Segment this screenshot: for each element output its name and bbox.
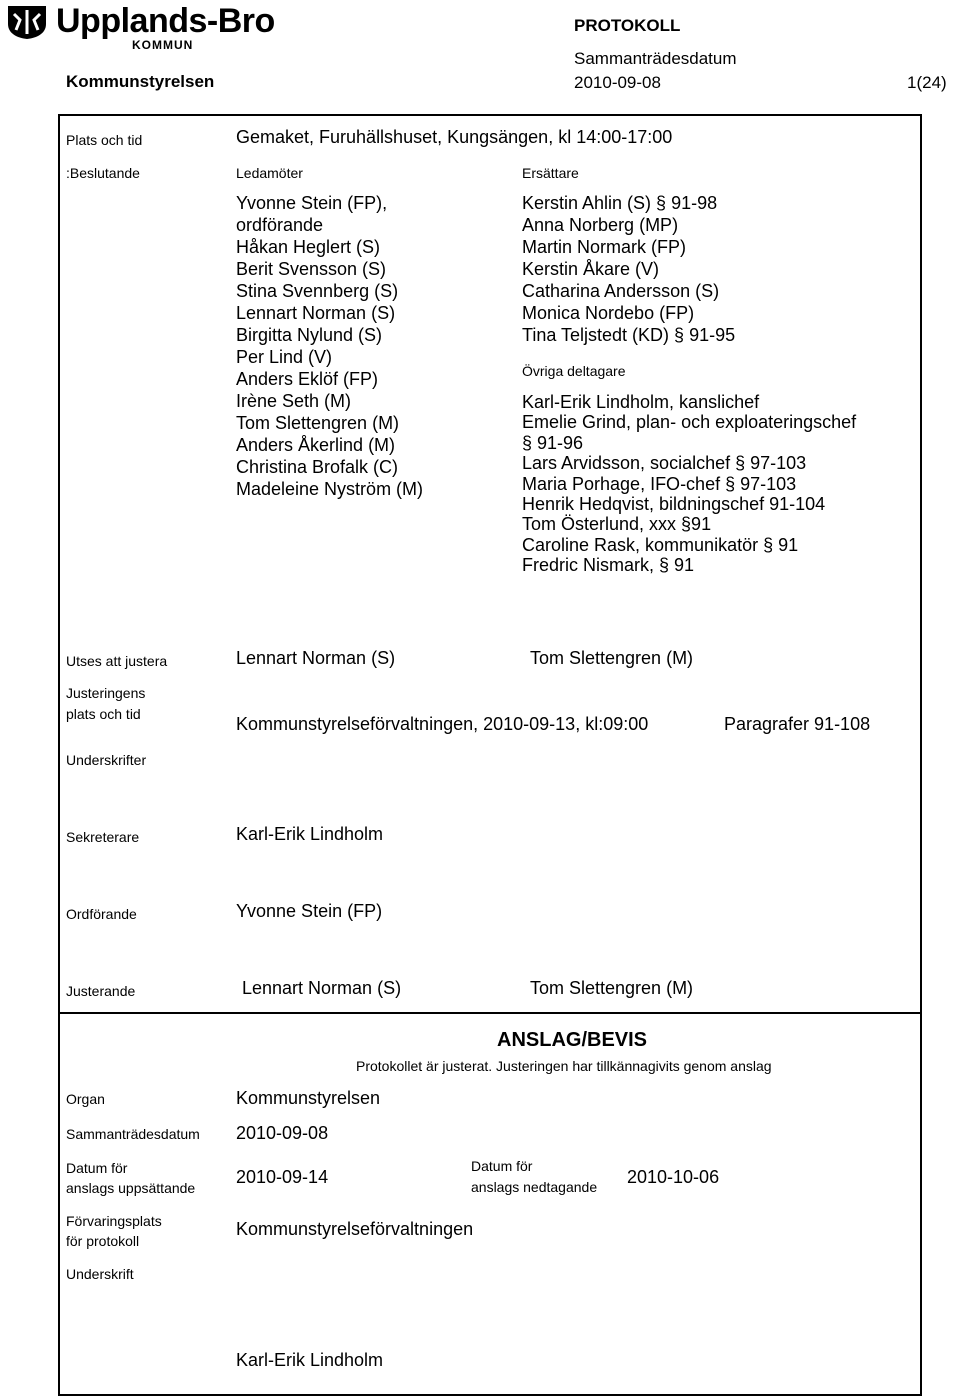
adjust-place-label-2: plats och tid: [66, 706, 141, 722]
list-item: § 91-96: [522, 432, 584, 453]
posted-date: 2010-09-14: [236, 1167, 329, 1187]
list-item: Tina Teljstedt (KD) § 91-95: [522, 325, 736, 345]
logo-subtitle: KOMMUN: [132, 38, 194, 52]
adjuster-name-1: Lennart Norman (S): [236, 648, 396, 668]
substitutes-label: Ersättare: [522, 165, 579, 181]
page-number: 1(24): [907, 73, 947, 92]
adjust-label: Utses att justera: [66, 653, 168, 669]
list-item: Irène Seth (M): [236, 391, 352, 411]
list-item: Anna Norberg (MP): [522, 215, 679, 235]
list-item: Caroline Rask, kommunikatör § 91: [522, 534, 799, 555]
secretary-name: Karl-Erik Lindholm: [236, 824, 384, 844]
header-date: 2010-09-08: [574, 73, 661, 92]
members-label: Ledamöter: [236, 165, 303, 181]
adjuster-signature-1: Lennart Norman (S): [242, 978, 402, 998]
list-item: Håkan Heglert (S): [236, 237, 381, 257]
list-item: Kerstin Åkare (V): [522, 259, 660, 279]
storage-place: Kommunstyrelseförvaltningen: [236, 1219, 474, 1239]
list-item: Per Lind (V): [236, 347, 333, 367]
meeting-date-label: Sammanträdesdatum: [66, 1126, 200, 1142]
signature-name: Karl-Erik Lindholm: [236, 1350, 384, 1370]
organization-name: Kommunstyrelsen: [66, 72, 215, 91]
list-item: Lennart Norman (S): [236, 303, 396, 323]
others-label: Övriga deltagare: [522, 363, 626, 379]
chair-label: Ordförande: [66, 906, 137, 922]
signature-label: Underskrift: [66, 1266, 134, 1282]
list-item: Catharina Andersson (S): [522, 281, 720, 301]
list-item: Monica Nordebo (FP): [522, 303, 695, 323]
list-item: Tom Österlund, xxx §91: [522, 514, 712, 535]
posted-label-1: Datum för: [66, 1160, 128, 1176]
organ-value: Kommunstyrelsen: [236, 1088, 381, 1108]
list-item: Birgitta Nylund (S): [236, 325, 383, 345]
removed-label-1: Datum för: [471, 1158, 533, 1174]
secretary-label: Sekreterare: [66, 829, 140, 845]
document-type: PROTOKOLL: [574, 16, 681, 35]
list-item: Berit Svensson (S): [236, 259, 387, 279]
members-list: [236, 192, 423, 500]
storage-label-2: för protokoll: [66, 1233, 140, 1249]
adjusters-label: Justerande: [66, 983, 136, 999]
signatures-label: Underskrifter: [66, 752, 147, 768]
chair-name: Yvonne Stein (FP): [236, 901, 383, 921]
notice-subtitle: Protokollet är justerat. Justeringen har tillkännagivits genom anslag: [356, 1058, 772, 1074]
adjuster-name-2: Tom Slettengren (M): [530, 648, 694, 668]
municipality-crest-icon: [6, 4, 50, 40]
logo-wordmark: Upplands-Bro: [56, 2, 275, 40]
deciding-label: :Beslutande: [66, 165, 140, 181]
header-date-label: Sammanträdesdatum: [574, 49, 737, 68]
others-list: [522, 392, 856, 576]
adjuster-signature-2: Tom Slettengren (M): [530, 978, 694, 998]
list-item: Christina Brofalk (C): [236, 457, 399, 477]
list-item: Maria Porhage, IFO-chef § 97-103: [522, 473, 797, 494]
list-item: Anders Åkerlind (M): [236, 435, 396, 455]
removed-label-2: anslags nedtagande: [471, 1179, 598, 1195]
list-item: Kerstin Ahlin (S) § 91-98: [522, 193, 718, 213]
place-label: Plats och tid: [66, 132, 143, 148]
list-item: Tom Slettengren (M): [236, 413, 400, 433]
list-item: Stina Svennberg (S): [236, 281, 399, 301]
meeting-date-value: 2010-09-08: [236, 1123, 329, 1143]
posted-label-2: anslags uppsättande: [66, 1180, 196, 1196]
meeting-place: Gemaket, Furuhällshuset, Kungsängen, kl 14:00-17:00: [236, 127, 673, 147]
list-item: Yvonne Stein (FP),: [236, 193, 388, 213]
removed-date: 2010-10-06: [627, 1167, 720, 1187]
list-item: Lars Arvidsson, socialchef § 97-103: [522, 453, 807, 474]
list-item: ordförande: [236, 215, 324, 235]
list-item: Madeleine Nyström (M): [236, 479, 424, 499]
list-item: Anders Eklöf (FP): [236, 369, 379, 389]
organ-label: Organ: [66, 1091, 105, 1107]
list-item: Martin Normark (FP): [522, 237, 687, 257]
storage-label-1: Förvaringsplats: [66, 1213, 162, 1229]
list-item: Emelie Grind, plan- och exploateringschef: [522, 412, 857, 433]
adjust-place-label-1: Justeringens: [66, 685, 146, 701]
list-item: Karl-Erik Lindholm, kanslichef: [522, 392, 760, 412]
list-item: Fredric Nismark, § 91: [522, 555, 695, 576]
notice-title: ANSLAG/BEVIS: [497, 1029, 648, 1051]
substitutes-list: [522, 192, 735, 346]
adjust-place: Kommunstyrelseförvaltningen, 2010-09-13, kl:09:00: [236, 714, 649, 734]
paragraph-range: Paragrafer 91-108: [724, 714, 871, 734]
list-item: Henrik Hedqvist, bildningschef 91-104: [522, 494, 826, 515]
